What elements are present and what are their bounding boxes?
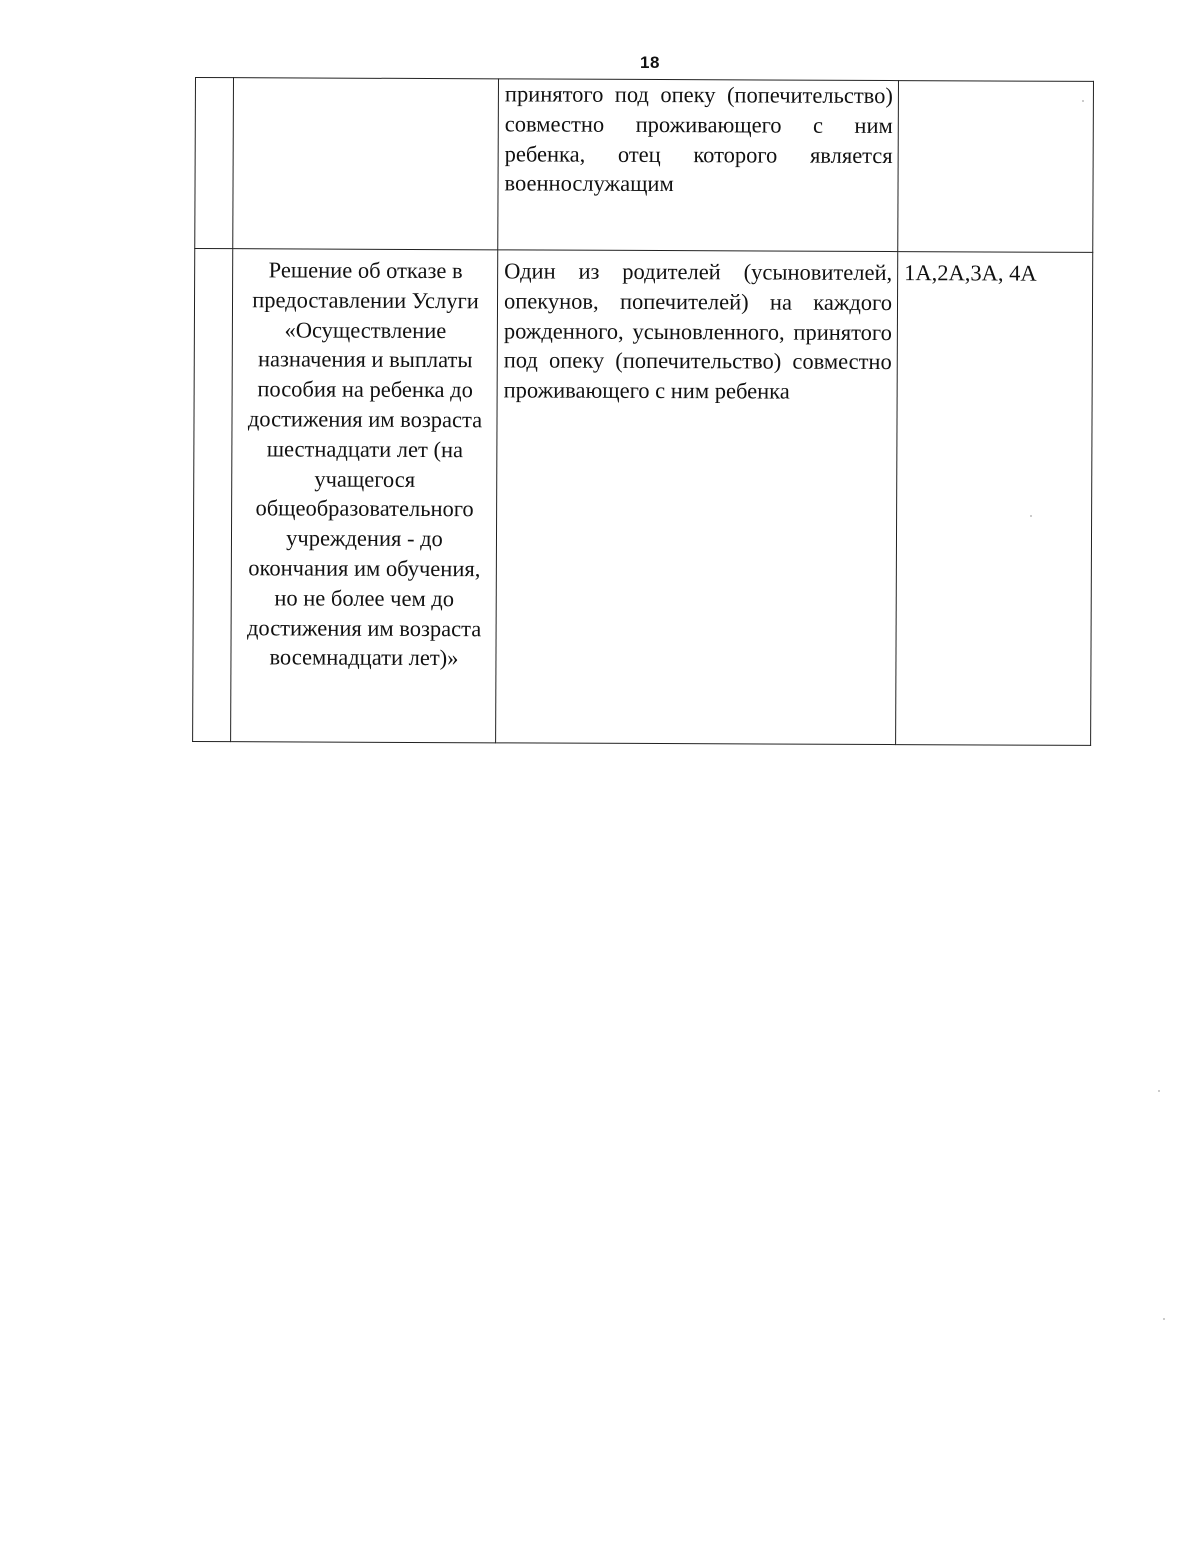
row-number-cell: [193, 249, 233, 742]
table-row: [195, 78, 1094, 253]
page-number: 18: [640, 53, 660, 72]
document-name-cell: [233, 78, 499, 250]
document-table: [192, 77, 1094, 746]
row-number-cell: [195, 78, 234, 249]
scan-speck: [1082, 100, 1084, 102]
applicant-description-cell: [498, 79, 899, 252]
applicant-description-text: принятого под опеку (попечительство) совместно проживающего с ним ребенка, отец которого является военнослужащим: [504, 81, 893, 197]
codes-cell: [898, 81, 1094, 253]
table-row: [193, 249, 1093, 746]
applicant-description-cell: Один из родителей (усыновителей, опекунов, попечителей) на каждого рожденного, усыновленного, принятого под опеку (попечительство) совместно проживающего с ним ребенка: [496, 250, 898, 745]
document-name-cell: Решение об отказе в предоставлении Услуги «Осуществление назначения и выплаты пособия на ребенка до достижения им возраста шестнадцати лет (на учащегося общеобразовательного учреждения - до окончания им обучения, но не более чем до достижения им возраста восемнадцати лет)»: [231, 249, 498, 743]
scan-speck: [1030, 515, 1032, 517]
scan-speck: [1163, 1318, 1165, 1320]
scan-speck: [1158, 1090, 1160, 1092]
codes-cell: 1А,2А,3А, 4А: [896, 252, 1093, 746]
